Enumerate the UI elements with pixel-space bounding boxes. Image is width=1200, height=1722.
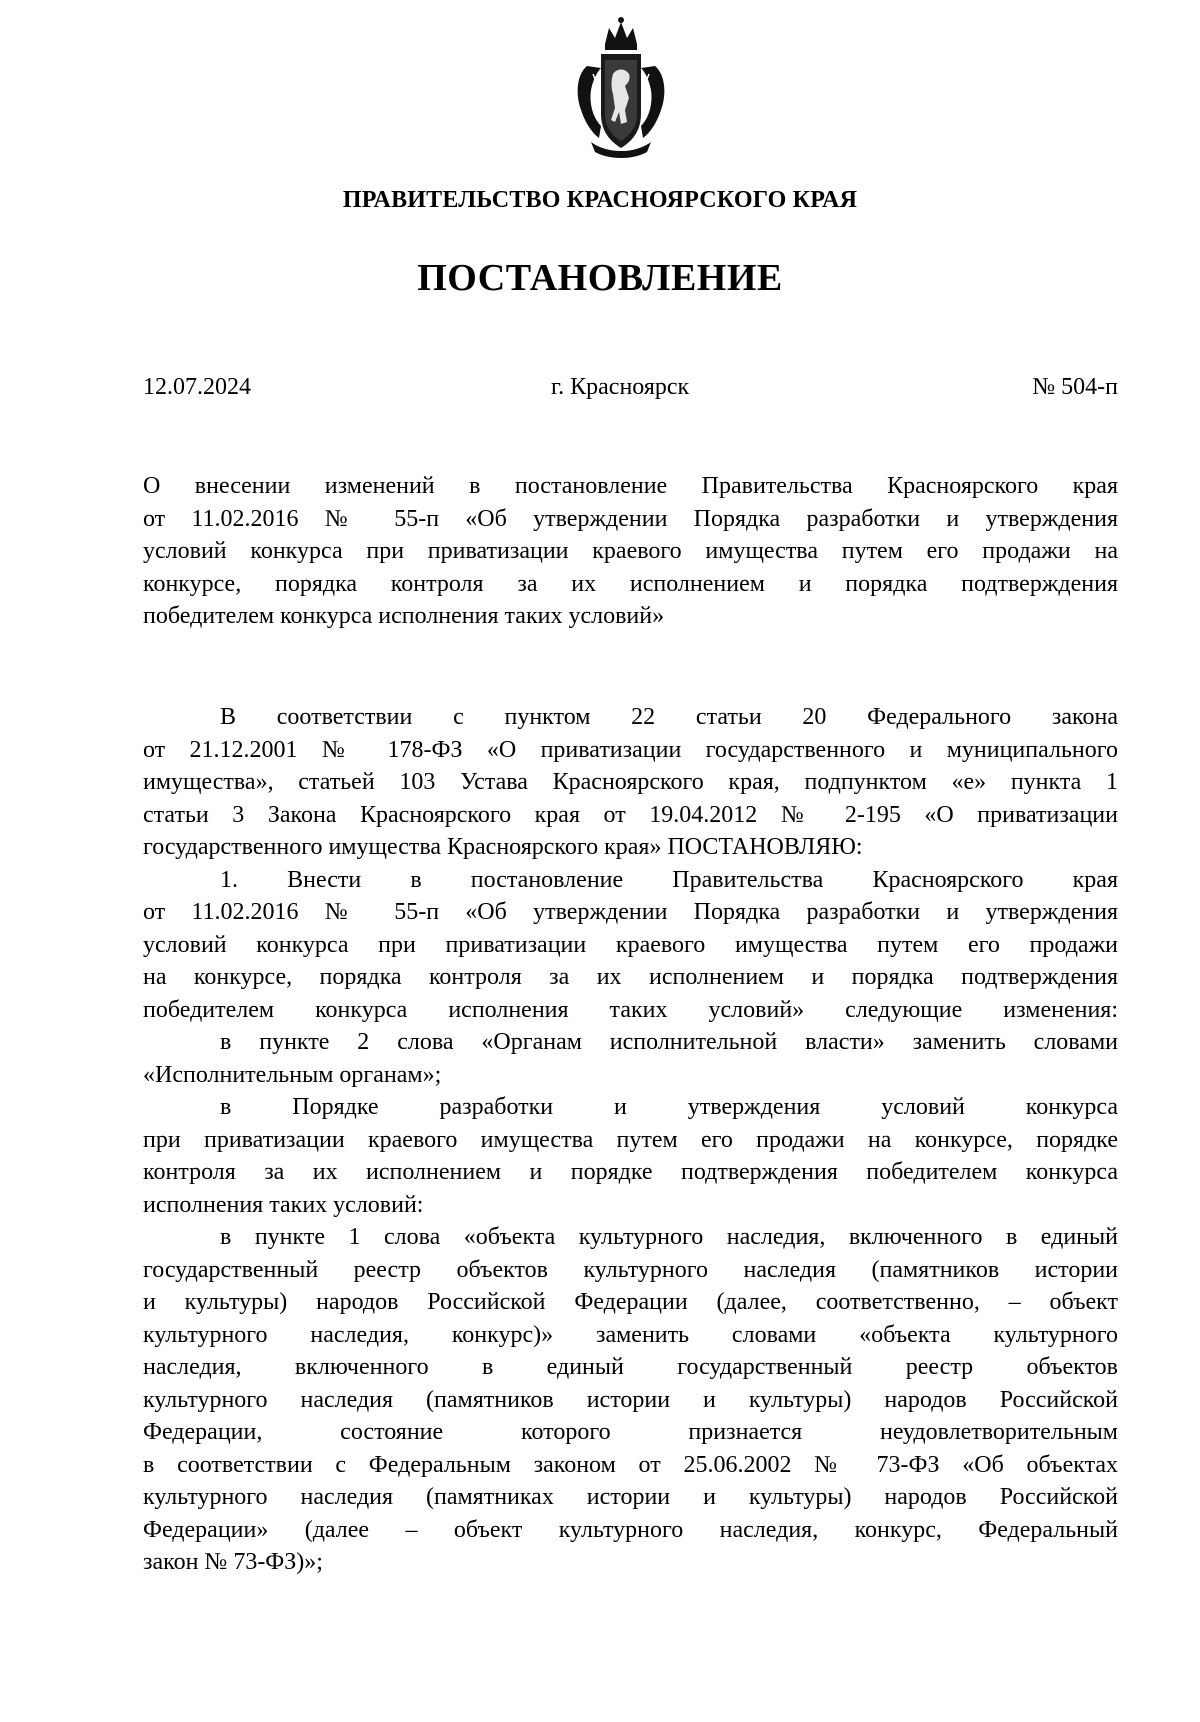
body-line: в пункте 1 слова «объекта культурного наследия, включенного в единый — [220, 1224, 1118, 1250]
coat-of-arms-icon — [571, 14, 671, 162]
subject-line: победителем конкурса исполнения таких условий» — [143, 603, 665, 629]
body-line: в Порядке разработки и утверждения условий конкурса — [220, 1094, 1118, 1120]
body-line: наследия, включенного в единый государственный реестр объектов — [143, 1354, 1118, 1380]
body-line: имущества», статьей 103 Устава Красноярского края, подпунктом «е» пункта 1 — [143, 769, 1118, 795]
body-line: «Исполнительным органам»; — [143, 1061, 442, 1088]
body-line: культурного наследия (памятников истории и культуры) народов Российской — [143, 1386, 1118, 1413]
body-line: государственного имущества Красноярского края» ПОСТАНОВЛЯЮ: — [143, 834, 863, 860]
body-line: культурного наследия (памятниках истории и культуры) народов Российской — [143, 1484, 1118, 1510]
body-line: контроля за их исполнением и порядке подтверждения победителем конкурса — [143, 1159, 1118, 1185]
document-body — [143, 701, 1118, 1579]
body-line: на конкурсе, порядка контроля за их исполнением и порядка подтверждения — [143, 964, 1118, 990]
subject-line: конкурсе, порядка контроля за их исполнением и порядка подтверждения — [143, 570, 1118, 597]
document-date: 12.07.2024 — [143, 374, 251, 400]
body-line: Федерации» (далее – объект культурного наследия, конкурс, Федеральный — [143, 1516, 1118, 1543]
body-line: 1. Внести в постановление Правительства Красноярского края — [220, 866, 1118, 893]
body-line: в соответствии с Федеральным законом от 25.06.2002 № 73-ФЗ «Об объектах — [143, 1451, 1118, 1478]
body-line: культурного наследия, конкурс)» заменить словами «объекта культурного — [143, 1321, 1118, 1348]
body-line: от 11.02.2016 № 55-п «Об утверждении Порядка разработки и утверждения — [143, 899, 1118, 925]
body-line: закон № 73-ФЗ)»; — [143, 1549, 323, 1575]
document-number: № 504-п — [1032, 374, 1118, 400]
subject-line: от 11.02.2016 № 55-п «Об утверждении Порядка разработки и утверждения — [143, 505, 1118, 532]
body-line: Федерации, состояние которого признается неудовлетворительным — [143, 1419, 1118, 1445]
body-line: в пункте 2 слова «Органам исполнительной власти» заменить словами — [220, 1029, 1118, 1055]
body-line: условий конкурса при приватизации краевого имущества путем его продажи — [143, 931, 1118, 958]
body-line: государственный реестр объектов культурного наследия (памятников истории — [143, 1256, 1118, 1283]
body-line: победителем конкурса исполнения таких условий» следующие изменения: — [143, 996, 1118, 1023]
document-city: г. Красноярск — [551, 374, 690, 400]
body-line: при приватизации краевого имущества путем его продажи на конкурсе, порядке — [143, 1126, 1118, 1153]
document-type-heading: ПОСТАНОВЛЕНИЕ — [417, 257, 783, 299]
subject-line: условий конкурса при приватизации краевого имущества путем его продажи на — [143, 538, 1118, 564]
document-subject — [143, 470, 1118, 633]
body-line: В соответствии с пунктом 22 статьи 20 Федерального закона — [220, 704, 1118, 730]
body-line: от 21.12.2001 № 178-ФЗ «О приватизации государственного и муниципального — [143, 736, 1118, 763]
body-line: исполнения таких условий: — [143, 1191, 424, 1218]
body-line: и культуры) народов Российской Федерации (далее, соответственно, – объект — [143, 1289, 1118, 1315]
document-meta-row — [143, 374, 1118, 404]
body-line: статьи 3 Закона Красноярского края от 19.04.2012 № 2-195 «О приватизации — [143, 801, 1118, 828]
subject-line: О внесении изменений в постановление Правительства Красноярского края — [143, 473, 1118, 499]
organization-title: ПРАВИТЕЛЬСТВО КРАСНОЯРСКОГО КРАЯ — [342, 187, 858, 213]
